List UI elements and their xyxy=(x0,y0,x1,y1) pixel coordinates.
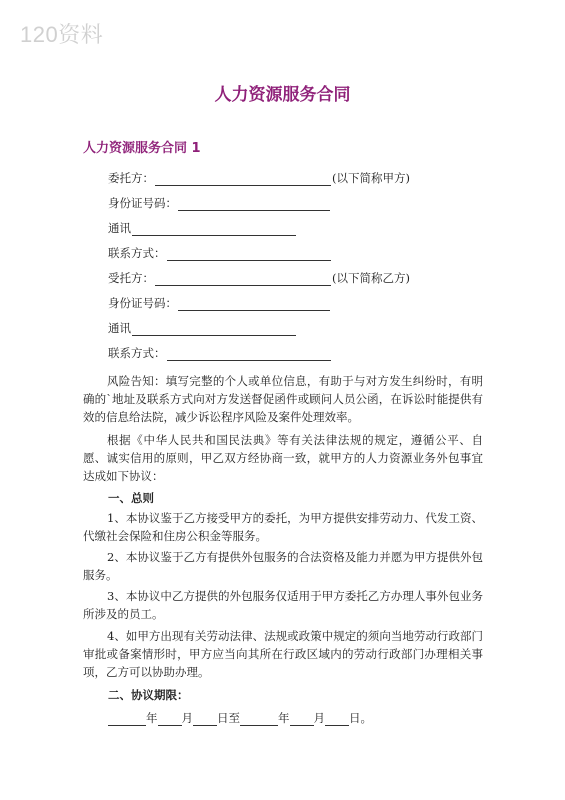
field-label: 委托方： xyxy=(108,171,154,185)
client-id-field[interactable] xyxy=(108,195,331,211)
field-suffix: (以下简称乙方) xyxy=(332,271,410,285)
trustee-name-field[interactable] xyxy=(108,270,410,286)
date-unit: 月 xyxy=(313,711,325,725)
client-name-field[interactable] xyxy=(108,170,410,186)
field-label: 身份证号码： xyxy=(108,196,177,210)
blank-line xyxy=(178,198,330,211)
intro-paragraph: 根据《中华人民共和国民法典》等有关法律法规的规定，遵循公平、自愿、诚实信用的原则，甲乙双方经协商一致，就甲方的人力资源业务外包事宜达成如下协议： xyxy=(83,433,483,483)
date-unit: 年 xyxy=(278,711,290,725)
document-title: 人力资源服务合同 xyxy=(214,85,351,105)
field-label: 联系方式： xyxy=(108,246,166,260)
blank-line xyxy=(193,713,217,726)
risk-notice: 风险告知：填写完整的个人或单位信息，有助于与对方发生纠纷时，有明确的`地址及联系方式向对方发送督促函件或顾问人员公函，在诉讼时能提供有效的信息给法院，减少诉讼程序风险及案件处理效率。 xyxy=(83,374,483,424)
client-contact-field[interactable] xyxy=(108,245,332,261)
section-heading-term: 二、协议期限： xyxy=(108,688,189,702)
clause-3: 3、本协议中乙方提供的外包服务仅适用于甲方委托乙方办理人事外包业务所涉及的员工。 xyxy=(83,589,483,621)
blank-line xyxy=(167,348,331,361)
blank-line xyxy=(108,713,146,726)
blank-line xyxy=(240,713,278,726)
blank-line xyxy=(178,298,330,311)
date-unit: 月 xyxy=(181,711,193,725)
trustee-id-field[interactable] xyxy=(108,295,331,311)
clause-4: 4、如甲方出现有关劳动法律、法规或政策中规定的须向当地劳动行政部门审批或备案情形时，甲方应当向其所在行政区域内的劳动行政部门办理相关事项，乙方可以协助办理。 xyxy=(83,629,483,679)
field-label: 通讯 xyxy=(108,321,131,335)
section-heading-general: 一、总则 xyxy=(108,491,154,505)
clause-2: 2、本协议鉴于乙方有提供外包服务的合法资格及能力并愿为甲方提供外包服务。 xyxy=(83,550,483,582)
date-unit: 日。 xyxy=(349,711,372,725)
watermark: 120资料 xyxy=(20,22,104,47)
blank-line xyxy=(155,273,331,286)
blank-line xyxy=(132,323,296,336)
blank-line xyxy=(325,713,349,726)
blank-line xyxy=(290,713,314,726)
trustee-contact-field[interactable] xyxy=(108,345,332,361)
field-label: 受托方： xyxy=(108,271,154,285)
blank-line xyxy=(158,713,182,726)
blank-line xyxy=(132,223,296,236)
trustee-address-field[interactable] xyxy=(108,320,297,336)
field-label: 联系方式： xyxy=(108,346,166,360)
clause-1: 1、本协议鉴于乙方接受甲方的委托，为甲方提供安排劳动力、代发工资、代缴社会保险和住房公积金等服务。 xyxy=(83,511,483,543)
blank-line xyxy=(167,248,331,261)
blank-line xyxy=(155,173,331,186)
field-label: 身份证号码： xyxy=(108,296,177,310)
date-unit: 日至 xyxy=(217,711,240,725)
date-unit: 年 xyxy=(146,711,158,725)
term-date-line[interactable] xyxy=(108,710,372,726)
field-suffix: (以下简称甲方) xyxy=(332,171,410,185)
client-address-field[interactable] xyxy=(108,220,297,236)
contract-subtitle: 人力资源服务合同 1 xyxy=(83,141,201,156)
field-label: 通讯 xyxy=(108,221,131,235)
